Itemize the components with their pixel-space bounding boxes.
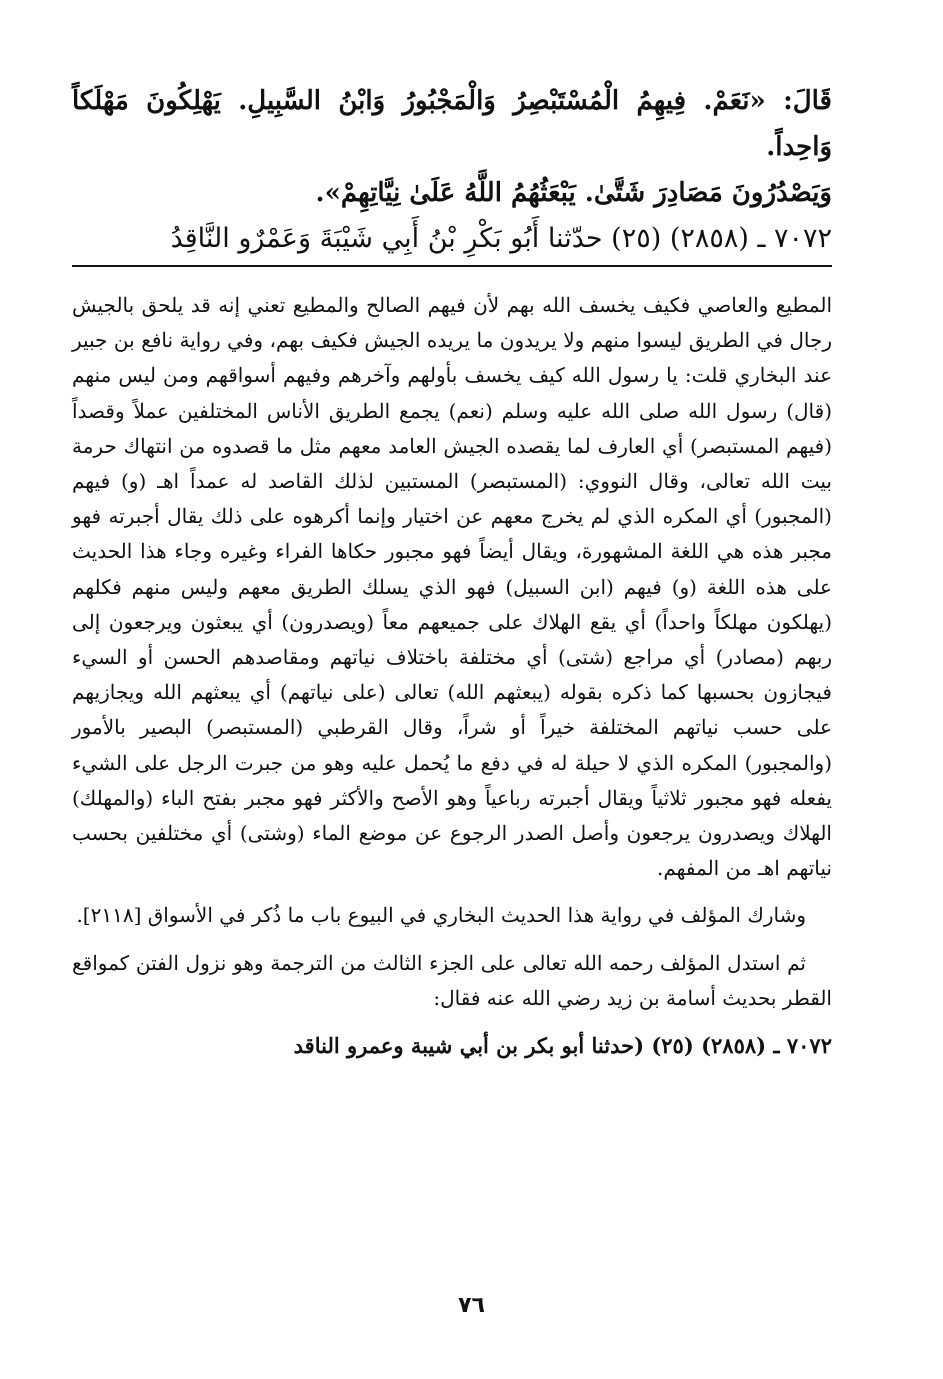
commentary-paragraph-3: ثم استدل المؤلف رحمه الله تعالى على الجزء الثالث من الترجمة وهو نزول الفتن كمواقع القطر بحديث أسامة بن زيد رضي الله عنه فقال: [72, 950, 832, 1010]
hadith-line-1: قَالَ: «نَعَمْ. فِيهِمُ الْمُسْتَبْصِرُ وَالْمَجْبُورُ وَابْنُ السَّبِيلِ. يَهْلِكُونَ مَهْلَكاً وَاحِداً. [72, 86, 832, 162]
hadith-text [72, 78, 832, 262]
commentary [72, 288, 832, 1063]
page-number: ٧٦ [458, 1293, 485, 1318]
commentary-paragraph-1: المطيع والعاصي فكيف يخسف الله بهم لأن فيهم الصالح والمطيع تعني إنه قد يلحق بالجيش رجال في الطريق ليسوا منهم ولا يريدون ما يريده الجيش فكيف بهم، وفي رواية نافع بن جبير عند البخاري قلت: يا رسول الله كيف يخسف بأولهم وآخرهم وفيهم أسواقهم ومن ليس منهم (قال) رسول الله صلى الله عليه وسلم (نعم) يجمع الطريق الأناس المختلفين عملاً وقصداً (فيهم المستبصر) أي العارف لما يقصده الجيش العامد معهم مثل ما قصدوه من انتهاك حرمة بيت الله تعالى، وقال النووي: (المستبصر) المستبين لذلك القاصد له عمداً اهـ (و) فيهم (المجبور) أي المكره الذي لم يخرج معهم عن اختيار وإنما أكرهوه على ذلك يقال أجبرته فهو مجبر هذه هي اللغة المشهورة، ويقال أيضاً فهو مجبور حكاها الفراء وغيره وجاء هذا الحديث على هذه اللغة (و) فيهم (ابن السبيل) فهو الذي يسلك الطريق معهم وليس منهم فكلهم (يهلكون مهلكاً واحداً) أي يقع الهلاك على جميعهم معاً (ويصدرون) أي يبعثون ويرجعون إلى ربهم (مصادر) أي مراجع (شتى) أي مختلفة باختلاف نياتهم ومقاصدهم الحسن أو السيء فيجازون بحسبها كما ذكره بقوله (يبعثهم الله) تعالى (على نياتهم) أي يبعثهم الله ويجازيهم على حسب نياتهم المختلفة خيراً أو شراً، وقال القرطبي (المستبصر) البصير بالأمور (والمجبور) المكره الذي لا حيلة له في دفع ما يُحمل عليه وهو من جبرت الرجل على الشيء يفعله فهو مجبور ثلاثياً ويقال أجبرته رباعياً وهو الأصح والأكثر فهو مجبر بفتح الباء (والمهلك) الهلاك ويصدرون يرجعون وأصل الصدر الرجوع عن موضع الماء (وشتى) أي مختلفين بحسب نياتهم اهـ من المفهم. [72, 293, 833, 881]
hadith-line-2: وَيَصْدُرُونَ مَصَادِرَ شَتَّىٰ. يَبْعَثُهُمُ اللَّهُ عَلَىٰ نِيَّاتِهِمْ». [315, 178, 832, 208]
separator-line [72, 265, 832, 267]
commentary-paragraph-2: وشارك المؤلف في رواية هذا الحديث البخاري في البيوع باب ما ذُكر في الأسواق [٢١١٨]. [76, 903, 806, 928]
hadith-isnad: ٧٠٧٢ ـ (٢٨٥٨) (٢٥) حدّثنا أَبُو بَكْرِ بْنُ أَبِي شَيْبَةَ وَعَمْرٌو النَّاقِدُ [170, 223, 832, 254]
commentary-paragraph-4: ٧٠٧٢ ـ (٢٨٥٨) (٢٥) (حدثنا أبو بكر بن أبي شيبة وعمرو الناقد [293, 1033, 832, 1059]
